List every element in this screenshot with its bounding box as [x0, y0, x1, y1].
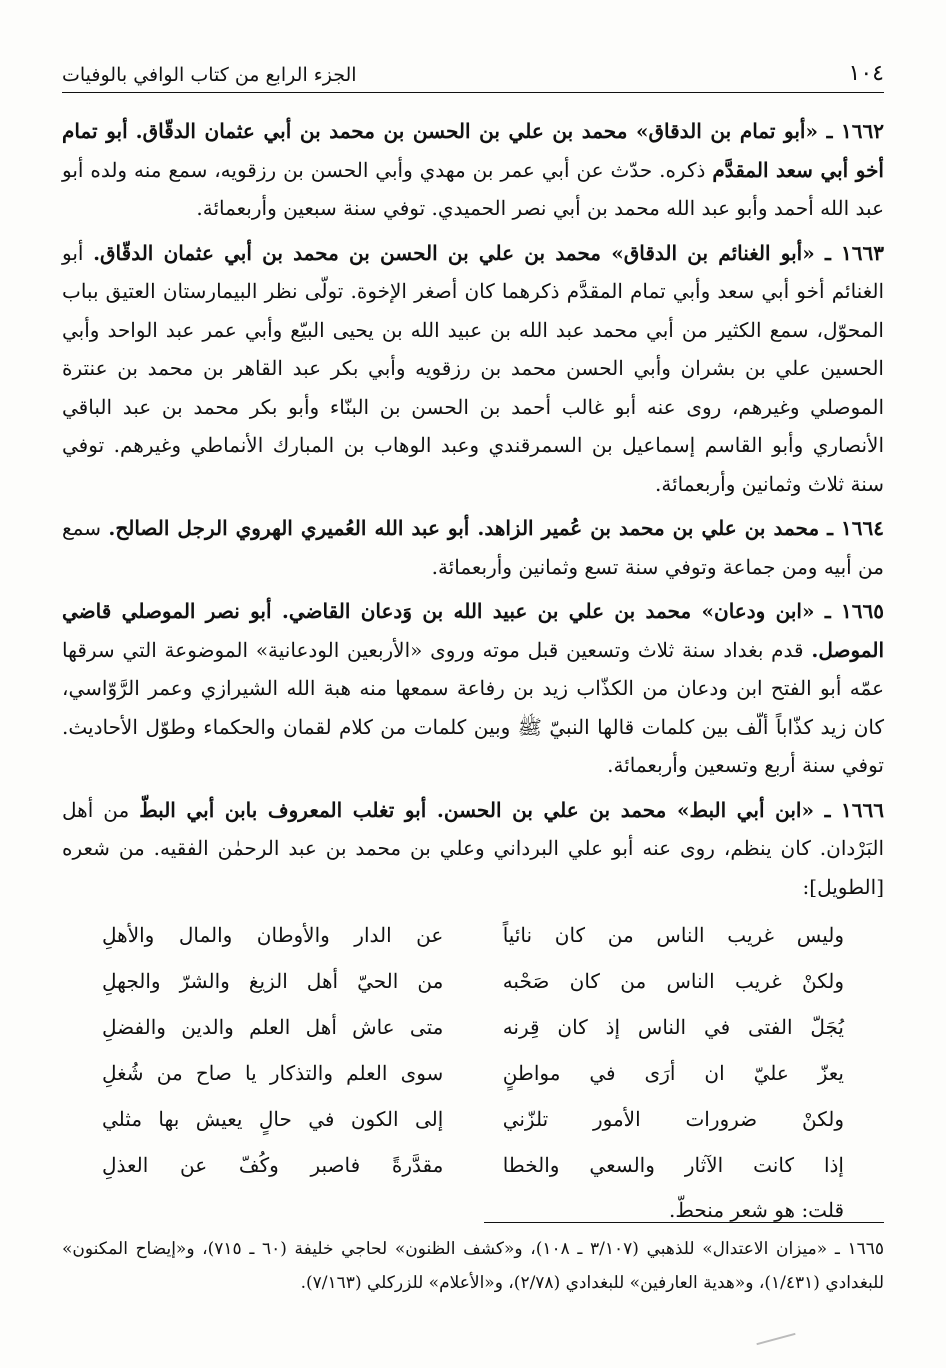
entry-heading: ١٦٦٥ ـ «ابن ودعان» محمد بن علي بن عبيد الله بن وَدعان القاضي. أبو نصر الموصلي قاضي الموصل. [62, 599, 884, 662]
running-header [62, 55, 884, 93]
verse-first-hemistich: وليس غريب الناس من كان نائياً [502, 923, 844, 947]
entry-heading: ١٦٦٣ ـ «أبو الغنائم بن الدقاق» محمد بن علي بن الحسن بن محمد بن أبي عثمان الدقّاق. [93, 240, 884, 265]
entry-1666 [62, 791, 884, 907]
poem-verse [62, 1004, 884, 1050]
poem-verse [62, 1142, 884, 1188]
entry-1662 [62, 112, 884, 228]
entry-1665 [62, 592, 884, 785]
entry-body: ذكره. حدّث عن أبي عمر بن مهدي وأبي الحسن بن رزقويه، سمع منه ولده أبو عبد الله أحمد وأبو عبد الله محمد بن أبي نصر الحميدي. توفي سنة سبعين وأربعمائة. [62, 157, 884, 220]
entry-body: من أهل البَرْدان. كان ينظم، روى عنه أبو علي البرداني وعلي بن محمد بن عبد الرحمٰن الفقيه. من شعره [الطويل]: [62, 797, 884, 899]
verse-second-hemistich: عن الدار والأوطان والمال والأهلِ [102, 923, 444, 947]
poem-verse [62, 1050, 884, 1096]
entry-heading: ١٦٦٦ ـ «ابن أبي البط» محمد بن علي بن الحسن. أبو تغلب المعروف بابن أبي البطّ [139, 797, 885, 822]
poem [62, 912, 884, 1188]
poem-verse [62, 958, 884, 1004]
book-title: الجزء الرابع من كتاب الوافي بالوفيات [62, 64, 357, 86]
closing-remark: قلت: هو شعر منحطّ. [669, 1198, 844, 1222]
verse-first-hemistich: ولكنْ غريب الناس من كان صَحْبه [502, 969, 844, 993]
entry-1664 [62, 509, 884, 586]
entry-1663 [62, 234, 884, 504]
entry-body: سمع من أبيه ومن جماعة وتوفي سنة تسع وثمانين وأربعمائة. [62, 516, 884, 579]
poem-verse [62, 912, 884, 958]
footnote-separator [484, 1222, 884, 1223]
verse-first-hemistich: يعزّ عليّ ان أرَى في مواطنٍ [502, 1061, 844, 1085]
entry-kunya: أبو تمام أخو أبي سعد المقدَّم [62, 119, 884, 182]
verse-first-hemistich: يُجَلّ الفتى في الناس إذ كان قِرنه [502, 1015, 844, 1039]
verse-second-hemistich: متى عاش أهل العلم والدين والفضلِ [102, 1015, 444, 1039]
verse-second-hemistich: مقدَّرةً فاصبر وكُفّ عن العذلِ [102, 1153, 444, 1177]
verse-second-hemistich: إلى الكون في حالٍ يعيش بها مثلي [102, 1107, 444, 1131]
footnote: ١٦٦٥ ـ «ميزان الاعتدال» للذهبي (٣/١٠٧ ـ ١٠٨)، و«كشف الظنون» لحاجي خليفة (٦٠ ـ ٧١٥)، و«إيضاح المكنون» للبغدادي (١/٤٣١)، و«هدية العارفين» للبغدادي (٢/٧٨)، و«الأعلام» للزركلي (٧/١٦٣). [62, 1239, 884, 1293]
verse-second-hemistich: سوى العلم والتذكار يا صاح من شُغلِ [102, 1061, 444, 1085]
poem-verse [62, 1096, 884, 1142]
verse-second-hemistich: من الحيّ أهل الزيغ والشرّ والجهلِ [102, 969, 444, 993]
entry-body: قدم بغداد سنة ثلاث وتسعين قبل موته وروى «الأربعين الودعانية» الموضوعة التي سرقها عمّه أبو الفتح ابن ودعان من الكذّاب زيد بن رفاعة سمعها منه هبة الله الشيرازي وعمر الرَّوّاسي، كان زيد كذّاباً ألّف بين كلمات قالها النبيّ ﷺ وبين كلمات من كلام لقمان والحكماء وطوّل الأحاديث. توفي سنة أربع وتسعين وأربعمائة. [62, 637, 884, 777]
page-number: ١٠٤ [848, 61, 884, 86]
entry-heading: ١٦٦٤ ـ محمد بن علي بن محمد بن عُمير الزاهد. أبو عبد الله العُميري الهروي الرجل الصالح. [108, 516, 885, 540]
scan-mark [756, 1333, 795, 1345]
entry-heading: ١٦٦٢ ـ «أبو تمام بن الدقاق» محمد بن علي بن الحسن بن محمد بن أبي عثمان الدقّاق. [135, 119, 885, 143]
verse-first-hemistich: إذا كانت الآثار والسعي والخطا [502, 1153, 844, 1177]
main-text [62, 112, 884, 1232]
verse-first-hemistich: ولكنْ ضرورات الأمور تلزّني [502, 1107, 844, 1131]
entry-body: أبو الغنائم أخو أبي سعد وأبي تمام المقدَّم ذكرهما كان أصغر الإخوة. تولّى نظر البيمارستان العتيق بباب المحوّل، سمع الكثير من أبي محمد عبد الله بن عبيد الله بن يحيى البيّع وأبي عمر عبد الواحد وأبي الحسين علي بن بشران وأبي الحسن محمد بن رزقويه وأبي بكر عبد القاهر بن محمد بن عنترة الموصلي وغيرهم، روى عنه أبو غالب أحمد بن الحسن بن البنّاء وأبو بكر محمد بن عبد الباقي الأنصاري وأبو القاسم إسماعيل بن السمرقندي وعبد الوهاب بن المبارك الأنماطي وغيرهم. توفي سنة ثلاث وثمانين وأربعمائة. [62, 240, 884, 496]
